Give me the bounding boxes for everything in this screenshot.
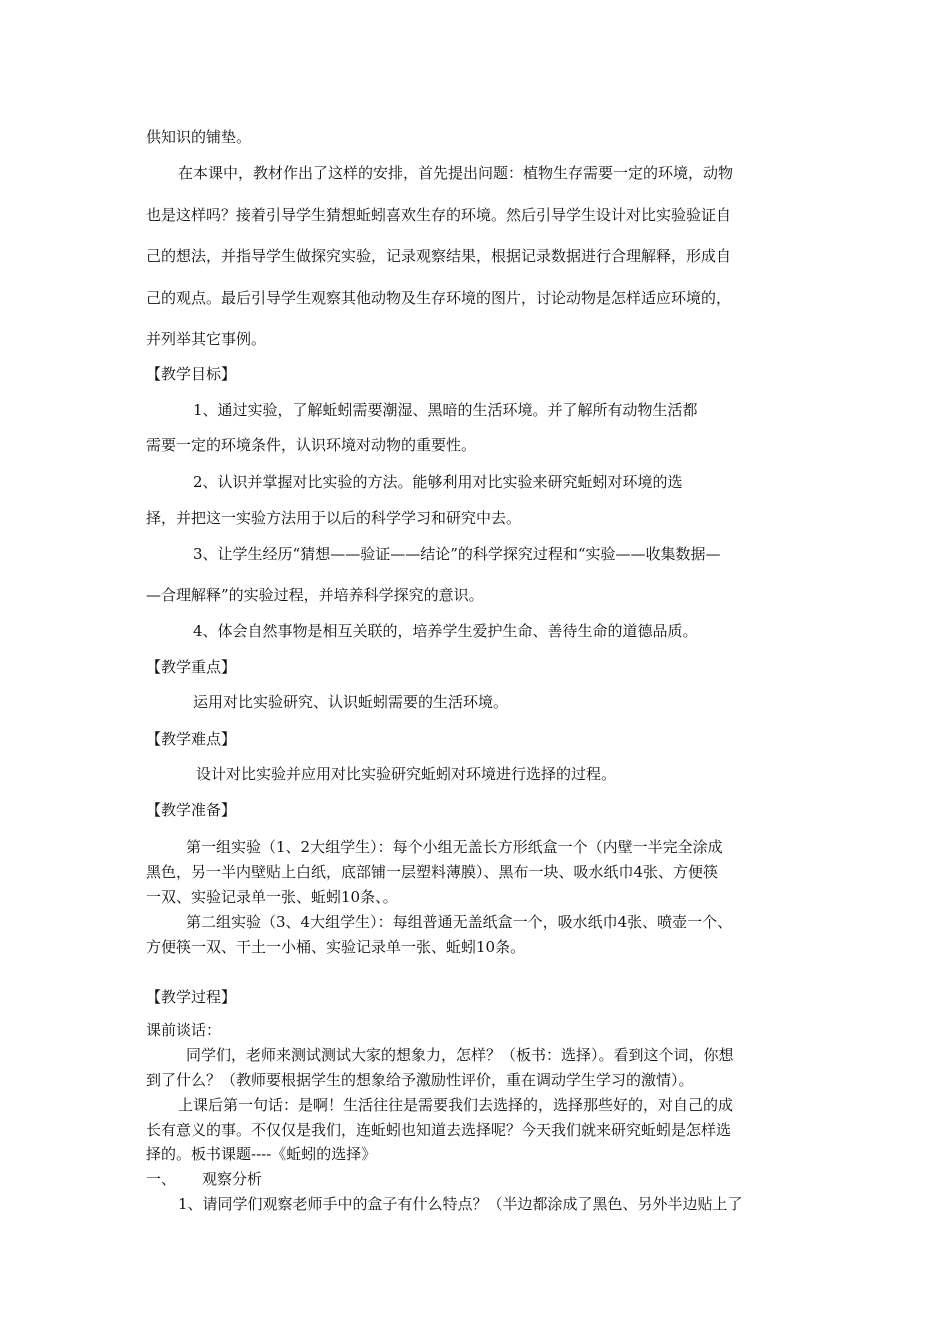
para1-line5: 并列举其它事例。 <box>146 330 267 348</box>
prep-group1-line1: 第一组实验（1、2大组学生）：每个小组无盖长方形纸盒一个（内壁一半完全涂成 <box>186 838 723 856</box>
goal-4: 4、体会自然事物是相互关联的，培养学生爱护生命、善待生命的道德品质。 <box>193 622 698 640</box>
para1-line3: 己的想法，并指导学生做探究实验，记录观察结果，根据记录数据进行合理解释，形成自 <box>146 247 732 265</box>
talk-line5: 择的。板书课题----《蚯蚓的选择》 <box>146 1145 377 1163</box>
section1-title: 观察分析 <box>202 1170 263 1188</box>
talk-line3: 上课后第一句话：是啊！生活往往是需要我们去选择的，选择那些好的，对自己的成 <box>178 1096 734 1114</box>
section1-number: 一、 <box>146 1170 177 1188</box>
talk-line4: 长有意义的事。不仅仅是我们，连蚯蚓也知道去选择呢？今天我们就来研究蚯蚓是怎样选 <box>146 1121 732 1139</box>
prep-group1-line3: 一双、实验记录单一张、蚯蚓10条、。 <box>146 888 398 906</box>
talk-line2: 到了什么？（教师要根据学生的想象给予激励性评价，重在调动学生学习的激情）。 <box>146 1071 694 1089</box>
section1-question1: 1、请同学们观察老师手中的盒子有什么特点？（半边都涂成了黑色、另外半边贴上了 <box>178 1195 743 1213</box>
difficulty-text: 设计对比实验并应用对比实验研究蚯蚓对环境进行选择的过程。 <box>196 765 617 783</box>
difficulty-heading: 【教学难点】 <box>146 730 237 748</box>
para1-line0: 供知识的铺垫。 <box>146 128 252 146</box>
key-heading: 【教学重点】 <box>146 658 237 676</box>
goal-3-line-b: —合理解释”的实验过程，并培养科学探究的意识。 <box>146 586 484 604</box>
goal-2-line-b: 择，并把这一实验方法用于以后的科学学习和研究中去。 <box>146 509 522 527</box>
prep-group2-line1: 第二组实验（3、4大组学生）：每组普通无盖纸盒一个，吸水纸巾4张、喷壶一个、 <box>186 913 733 931</box>
goal-1-line-b: 需要一定的环境条件，认识环境对动物的重要性。 <box>146 436 477 454</box>
goal-2-line-a: 2、认识并掌握对比实验的方法。能够利用对比实验来研究蚯蚓对环境的选 <box>193 473 683 491</box>
goals-heading: 【教学目标】 <box>146 365 237 383</box>
para1-line4: 己的观点。最后引导学生观察其他动物及生存环境的图片，讨论动物是怎样适应环境的， <box>146 289 732 307</box>
para1-line1: 在本课中，教材作出了这样的安排，首先提出问题：植物生存需要一定的环境，动物 <box>178 164 734 182</box>
pre-class-talk-label: 课前谈话： <box>146 1021 222 1039</box>
key-text: 运用对比实验研究、认识蚯蚓需要的生活环境。 <box>193 693 509 711</box>
goal-1-line-a: 1、通过实验，了解蚯蚓需要潮湿、黑暗的生活环境。并了解所有动物生活都 <box>193 401 698 419</box>
process-heading: 【教学过程】 <box>146 988 237 1006</box>
para1-line2: 也是这样吗？接着引导学生猜想蚯蚓喜欢生存的环境。然后引导学生设计对比实验验证自 <box>146 206 732 224</box>
goal-3-line-a: 3、让学生经历“猜想——验证——结论”的科学探究过程和“实验——收集数据— <box>193 545 721 563</box>
prep-group1-line2: 黑色，另一半内壁贴上白纸，底部铺一层塑料薄膜）、黑布一块、吸水纸巾4张、方便筷 <box>146 863 719 881</box>
talk-line1: 同学们，老师来测试测试大家的想象力，怎样？（板书：选择）。看到这个词，你想 <box>186 1046 734 1064</box>
prep-heading: 【教学准备】 <box>146 801 237 819</box>
prep-group2-line2: 方便筷一双、干土一小桶、实验记录单一张、蚯蚓10条。 <box>146 938 526 956</box>
